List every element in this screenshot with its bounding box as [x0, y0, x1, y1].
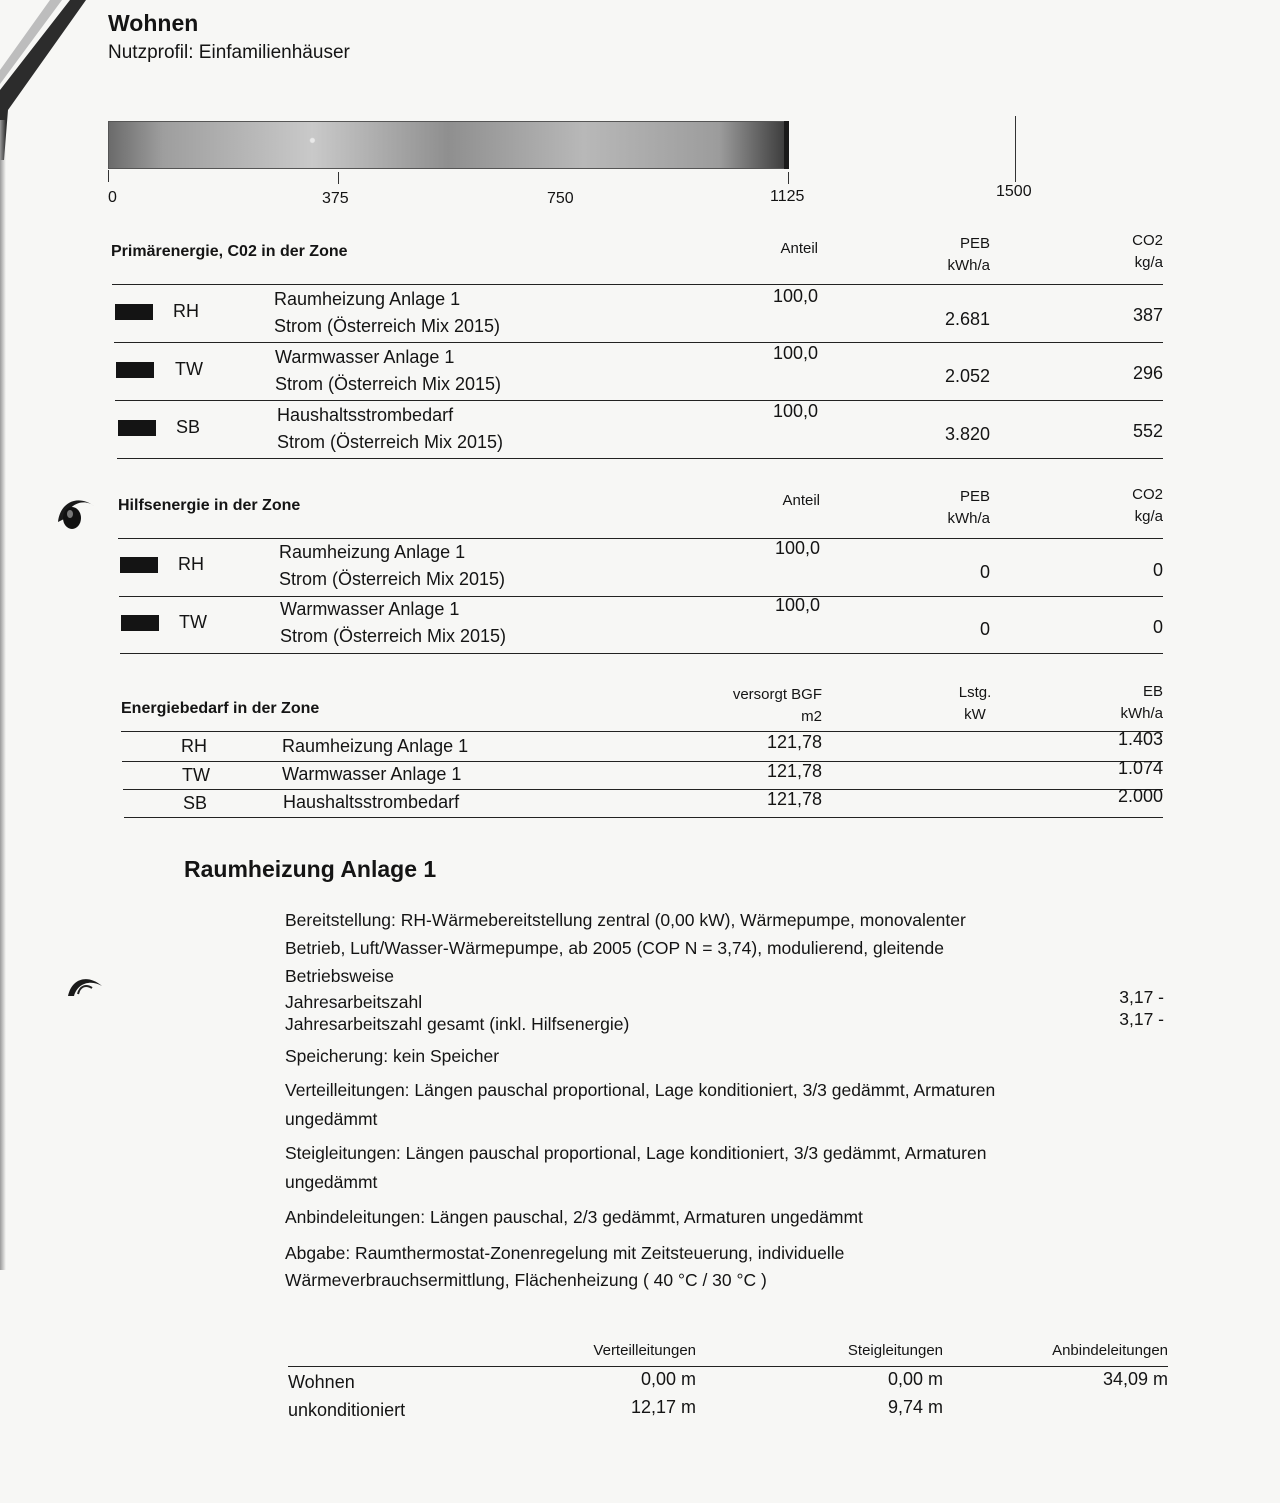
primary-energy-title: Primärenergie, C02 in der Zone: [111, 243, 348, 260]
table-divider: [114, 342, 1163, 343]
row-name: Haushaltsstrombedarf: [277, 405, 454, 425]
col-header-eb: EB: [1142, 683, 1163, 700]
row-peb: 0: [979, 562, 990, 582]
abgabe-text: Wärmeverbrauchsermittlung, Flächenheizung ( 40 °C / 30 °C ): [285, 1270, 767, 1290]
table-divider: [121, 731, 1163, 732]
row-label: unkonditioniert: [288, 1400, 406, 1420]
energy-demand-title: Energiebedarf in der Zone: [121, 700, 320, 717]
abgabe-text: Abgabe: Raumthermostat-Zonenregelung mit Zeitsteuerung, individuelle: [285, 1243, 845, 1263]
bereitstellung-line: Betriebsweise: [285, 966, 394, 986]
col-header-anbinde: Anbindeleitungen: [1052, 1342, 1168, 1359]
row-carrier: Strom (Österreich Mix 2015): [274, 316, 501, 336]
row-peb: 0: [979, 619, 990, 639]
page-title: Wohnen: [108, 10, 199, 36]
col-header-peb: PEB: [959, 235, 990, 252]
axis-tick-label: 750: [547, 190, 574, 207]
row-name: Warmwasser Anlage 1: [280, 599, 460, 619]
row-anteil: 100,0: [774, 538, 820, 558]
row-bgf: 121,78: [766, 732, 822, 752]
table-divider: [117, 458, 1163, 459]
col-header-steig: Steigleitungen: [847, 1342, 943, 1359]
row-co2: 0: [1152, 560, 1163, 580]
col-header-anteil: Anteil: [782, 492, 820, 509]
axis-tick: [338, 172, 339, 184]
row-code: RH: [181, 736, 207, 756]
row-carrier: Strom (Österreich Mix 2015): [279, 569, 506, 589]
legend-swatch: [118, 420, 156, 436]
col-header-co2-unit: kg/a: [1134, 508, 1163, 525]
row-code: SB: [183, 793, 208, 813]
col-header-bgf: versorgt BGF: [732, 686, 822, 703]
axis-tick: [108, 170, 109, 182]
table-divider: [112, 284, 1163, 285]
row-code: TW: [179, 612, 207, 632]
row-name: Haushaltsstrombedarf: [283, 792, 460, 812]
anbindeleitungen-text: Anbindeleitungen: Längen pauschal, 2/3 gedämmt, Armaturen ungedämmt: [285, 1207, 863, 1227]
table-divider: [120, 653, 1163, 654]
row-bgf: 121,78: [766, 789, 822, 809]
scan-edge-shadow: [0, 0, 110, 160]
row-name: Raumheizung Anlage 1: [279, 542, 466, 562]
row-verteil: 0,00 m: [640, 1369, 696, 1389]
axis-tick-label: 375: [322, 190, 349, 207]
table-divider: [124, 817, 1163, 818]
row-peb: 3.820: [944, 424, 990, 444]
row-verteil: 12,17 m: [630, 1397, 696, 1417]
bereitstellung-line: Bereitstellung: RH-Wärmebereitstellung zentral (0,00 kW), Wärmepumpe, monovalenter: [285, 910, 966, 930]
verteilleitungen-text: ungedämmt: [285, 1109, 378, 1129]
col-header-peb-unit: kWh/a: [947, 510, 990, 527]
row-name: Raumheizung Anlage 1: [282, 736, 469, 756]
steigleitungen-text: Steigleitungen: Längen pauschal proportional, Lage konditioniert, 3/3 gedämmt, Armaturen: [285, 1143, 987, 1163]
jaz-total-value: 3,17 -: [1119, 1009, 1164, 1029]
row-label: Wohnen: [288, 1372, 355, 1392]
aux-energy-title: Hilfsenergie in der Zone: [118, 497, 301, 514]
row-anteil: 100,0: [772, 286, 818, 306]
legend-swatch: [120, 557, 158, 573]
row-carrier: Strom (Österreich Mix 2015): [277, 432, 504, 452]
col-header-lstg-unit: kW: [964, 706, 986, 723]
row-steig: 0,00 m: [887, 1369, 943, 1389]
energy-scale-bar-end: [784, 121, 789, 169]
table-divider: [119, 596, 1163, 597]
legend-swatch: [116, 362, 154, 378]
punch-hole-icon: [54, 492, 98, 532]
row-carrier: Strom (Österreich Mix 2015): [280, 626, 507, 646]
speicherung-text: Speicherung: kein Speicher: [285, 1046, 500, 1066]
col-header-lstg: Lstg.: [958, 684, 992, 701]
section-heading: Raumheizung Anlage 1: [184, 856, 437, 882]
table-divider: [122, 761, 1163, 762]
steigleitungen-text: ungedämmt: [285, 1172, 378, 1192]
row-co2: 552: [1132, 421, 1163, 441]
legend-swatch: [115, 304, 153, 320]
row-name: Warmwasser Anlage 1: [275, 347, 455, 367]
jaz-value: 3,17 -: [1119, 987, 1164, 1007]
page-subtitle: Nutzprofil: Einfamilienhäuser: [108, 42, 350, 63]
table-divider: [115, 400, 1163, 401]
table-divider: [123, 789, 1163, 790]
row-peb: 2.052: [944, 366, 990, 386]
row-anteil: 100,0: [772, 343, 818, 363]
row-eb: 1.074: [1117, 758, 1163, 778]
row-anteil: 100,0: [772, 401, 818, 421]
row-bgf: 121,78: [766, 761, 822, 781]
row-co2: 387: [1132, 305, 1163, 325]
row-anteil: 100,0: [774, 595, 820, 615]
punch-hole-icon: [66, 972, 106, 998]
row-code: RH: [173, 301, 199, 321]
energy-scale-bar: [108, 121, 788, 169]
row-code: TW: [175, 359, 203, 379]
row-code: TW: [182, 765, 210, 785]
row-anbinde: 34,09 m: [1102, 1369, 1168, 1389]
row-name: Raumheizung Anlage 1: [274, 289, 461, 309]
axis-max-line: [1015, 116, 1016, 182]
axis-tick: [788, 172, 789, 184]
axis-tick-label: 1500: [996, 183, 1032, 200]
row-steig: 9,74 m: [887, 1397, 943, 1417]
row-name: Warmwasser Anlage 1: [282, 764, 462, 784]
row-co2: 0: [1152, 617, 1163, 637]
jaz-total-label: Jahresarbeitszahl gesamt (inkl. Hilfsenergie): [285, 1014, 630, 1034]
col-header-verteil: Verteilleitungen: [593, 1342, 696, 1359]
row-carrier: Strom (Österreich Mix 2015): [275, 374, 502, 394]
legend-swatch: [121, 615, 159, 631]
bereitstellung-line: Betrieb, Luft/Wasser-Wärmepumpe, ab 2005 (COP N = 3,74), modulierend, gleitende: [285, 938, 945, 958]
col-header-peb-unit: kWh/a: [947, 257, 990, 274]
scan-left-edge: [0, 120, 6, 1270]
row-co2: 296: [1132, 363, 1163, 383]
row-peb: 2.681: [944, 309, 990, 329]
col-header-bgf-unit: m2: [801, 708, 822, 725]
row-eb: 1.403: [1117, 729, 1163, 749]
col-header-anteil: Anteil: [780, 240, 818, 257]
table-divider: [118, 538, 1163, 539]
axis-tick-label: 1125: [770, 188, 805, 205]
axis-tick-label: 0: [108, 189, 117, 206]
col-header-co2-unit: kg/a: [1134, 254, 1163, 271]
table-divider: [288, 1366, 1168, 1367]
col-header-eb-unit: kWh/a: [1120, 705, 1163, 722]
row-code: RH: [178, 554, 204, 574]
col-header-peb: PEB: [959, 488, 990, 505]
jaz-label: Jahresarbeitszahl: [285, 992, 423, 1012]
row-code: SB: [176, 417, 201, 437]
verteilleitungen-text: Verteilleitungen: Längen pauschal proportional, Lage konditioniert, 3/3 gedämmt, Armaturen: [285, 1080, 996, 1100]
col-header-co2: CO2: [1132, 232, 1163, 249]
col-header-co2: CO2: [1132, 486, 1163, 503]
row-eb: 2.000: [1117, 786, 1163, 806]
